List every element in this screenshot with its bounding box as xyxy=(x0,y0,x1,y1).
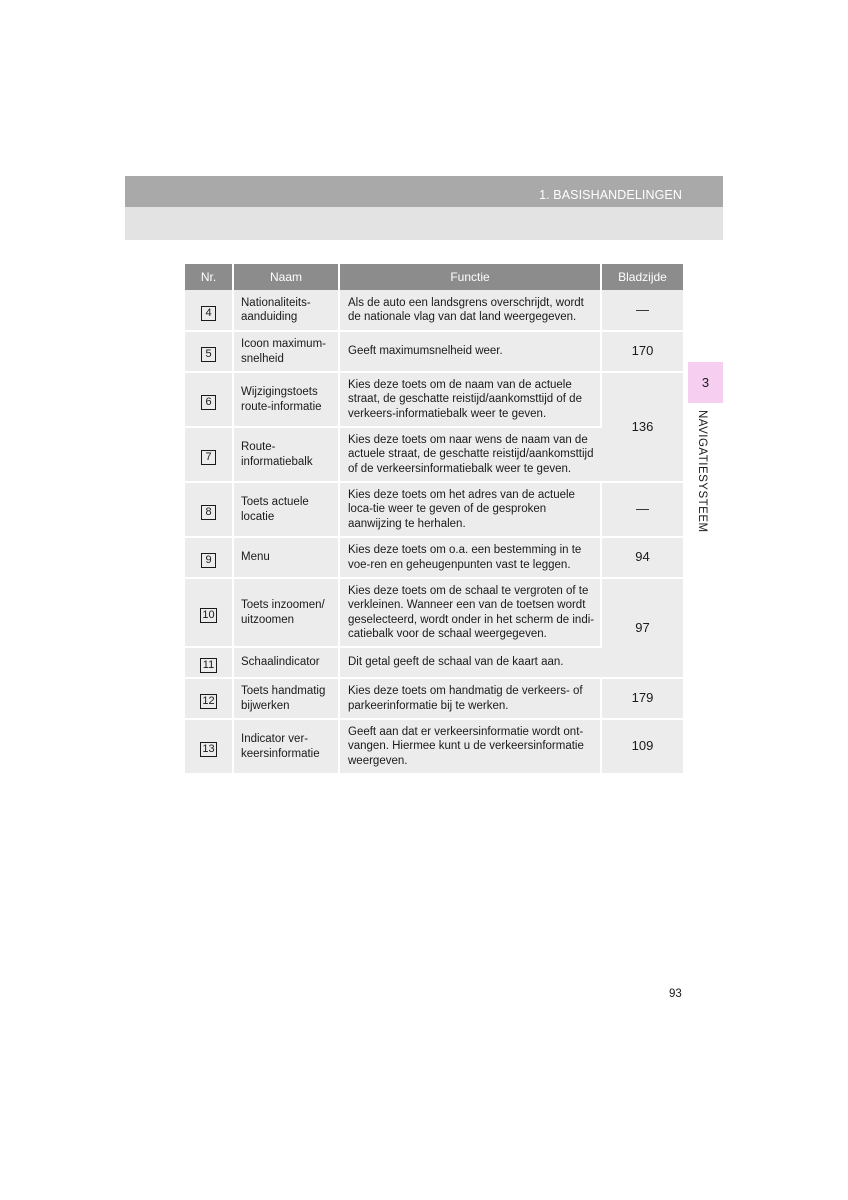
row-page: 109 xyxy=(601,719,683,774)
row-name: Icoon maximum-snelheid xyxy=(233,331,339,372)
table-row xyxy=(185,331,683,372)
row-function: Kies deze toets om de naam van de actuele straat, de geschatte reistijd/aankomsttijd of de verkeers-informatiebalk weer te geven. xyxy=(339,372,601,427)
row-page: — xyxy=(601,482,683,537)
chapter-number: 3 xyxy=(701,375,710,390)
row-name: Menu xyxy=(233,537,339,578)
row-number-cell xyxy=(185,427,233,482)
row-number-cell xyxy=(185,537,233,578)
table-row xyxy=(185,719,683,774)
row-page: 136 xyxy=(601,372,683,482)
row-number-badge: 10 xyxy=(200,608,217,623)
row-function: Kies deze toets om naar wens de naam van de actuele straat, de geschatte reistijd/aankomsttijd of de verkeersinformatiebalk weer te geven. xyxy=(339,427,601,482)
table-row xyxy=(185,372,683,427)
row-number-badge: 13 xyxy=(200,742,217,757)
row-number-cell xyxy=(185,372,233,427)
table-row xyxy=(185,482,683,537)
row-number-cell xyxy=(185,290,233,331)
row-number-badge: 5 xyxy=(201,347,216,362)
row-function: Kies deze toets om o.a. een bestemming in te voe-ren en geheugenpunten vast te leggen. xyxy=(339,537,601,578)
row-name: Nationaliteits-aanduiding xyxy=(233,290,339,331)
row-number-badge: 12 xyxy=(200,694,217,709)
row-name: Toets handmatig bijwerken xyxy=(233,678,339,719)
row-number-cell xyxy=(185,331,233,372)
column-header-bladzijde: Bladzijde xyxy=(601,264,683,290)
row-name: Route-informatiebalk xyxy=(233,427,339,482)
row-function: Geeft aan dat er verkeersinformatie wordt ont-vangen. Hiermee kunt u de verkeersinformatie weergeven. xyxy=(339,719,601,774)
row-number-cell xyxy=(185,719,233,774)
row-function: Als de auto een landsgrens overschrijdt, wordt de nationale vlag van dat land weergegeven. xyxy=(339,290,601,331)
row-page: 97 xyxy=(601,578,683,678)
row-page: 179 xyxy=(601,678,683,719)
row-number-badge: 8 xyxy=(201,505,216,520)
row-name: Toets actuele locatie xyxy=(233,482,339,537)
chapter-label: NAVIGATIESYSTEEM xyxy=(696,410,708,533)
row-page: — xyxy=(601,290,683,331)
section-title: 1. BASISHANDELINGEN xyxy=(539,188,682,202)
row-name: Indicator ver-keersinformatie xyxy=(233,719,339,774)
row-number-badge: 11 xyxy=(200,658,217,673)
page-number: 93 xyxy=(669,988,682,1000)
column-header-functie: Functie xyxy=(339,264,601,290)
row-number-badge: 9 xyxy=(201,553,216,568)
row-number-cell xyxy=(185,647,233,678)
row-function: Geeft maximumsnelheid weer. xyxy=(339,331,601,372)
row-function: Kies deze toets om het adres van de actuele loca-tie weer te geven of de gesproken aanwijzing te herhalen. xyxy=(339,482,601,537)
row-name: Wijzigingstoets route-informatie xyxy=(233,372,339,427)
row-function: Dit getal geeft de schaal van de kaart aan. xyxy=(339,647,601,678)
function-table xyxy=(185,264,683,775)
table-row xyxy=(185,290,683,331)
table-header-row xyxy=(185,264,683,290)
chapter-tab xyxy=(688,362,723,403)
column-header-naam: Naam xyxy=(233,264,339,290)
column-header-nr: Nr. xyxy=(185,264,233,290)
row-number-badge: 6 xyxy=(201,395,216,410)
row-name: Toets inzoomen/ uitzoomen xyxy=(233,578,339,647)
row-number-badge: 7 xyxy=(201,450,216,465)
table-row xyxy=(185,537,683,578)
row-number-badge: 4 xyxy=(201,306,216,321)
row-function: Kies deze toets om handmatig de verkeers- of parkeerinformatie bij te werken. xyxy=(339,678,601,719)
row-number-cell xyxy=(185,482,233,537)
row-name: Schaalindicator xyxy=(233,647,339,678)
row-page: 94 xyxy=(601,537,683,578)
row-function: Kies deze toets om de schaal te vergroten of te verkleinen. Wanneer een van de toetsen wordt geselecteerd, wordt onder in het scherm de indi-catiebalk voor de schaal weergegeven. xyxy=(339,578,601,647)
section-header-bar xyxy=(125,176,723,207)
table-row xyxy=(185,578,683,647)
table-row xyxy=(185,678,683,719)
row-number-cell xyxy=(185,678,233,719)
row-page: 170 xyxy=(601,331,683,372)
row-number-cell xyxy=(185,578,233,647)
section-header-band xyxy=(125,207,723,240)
